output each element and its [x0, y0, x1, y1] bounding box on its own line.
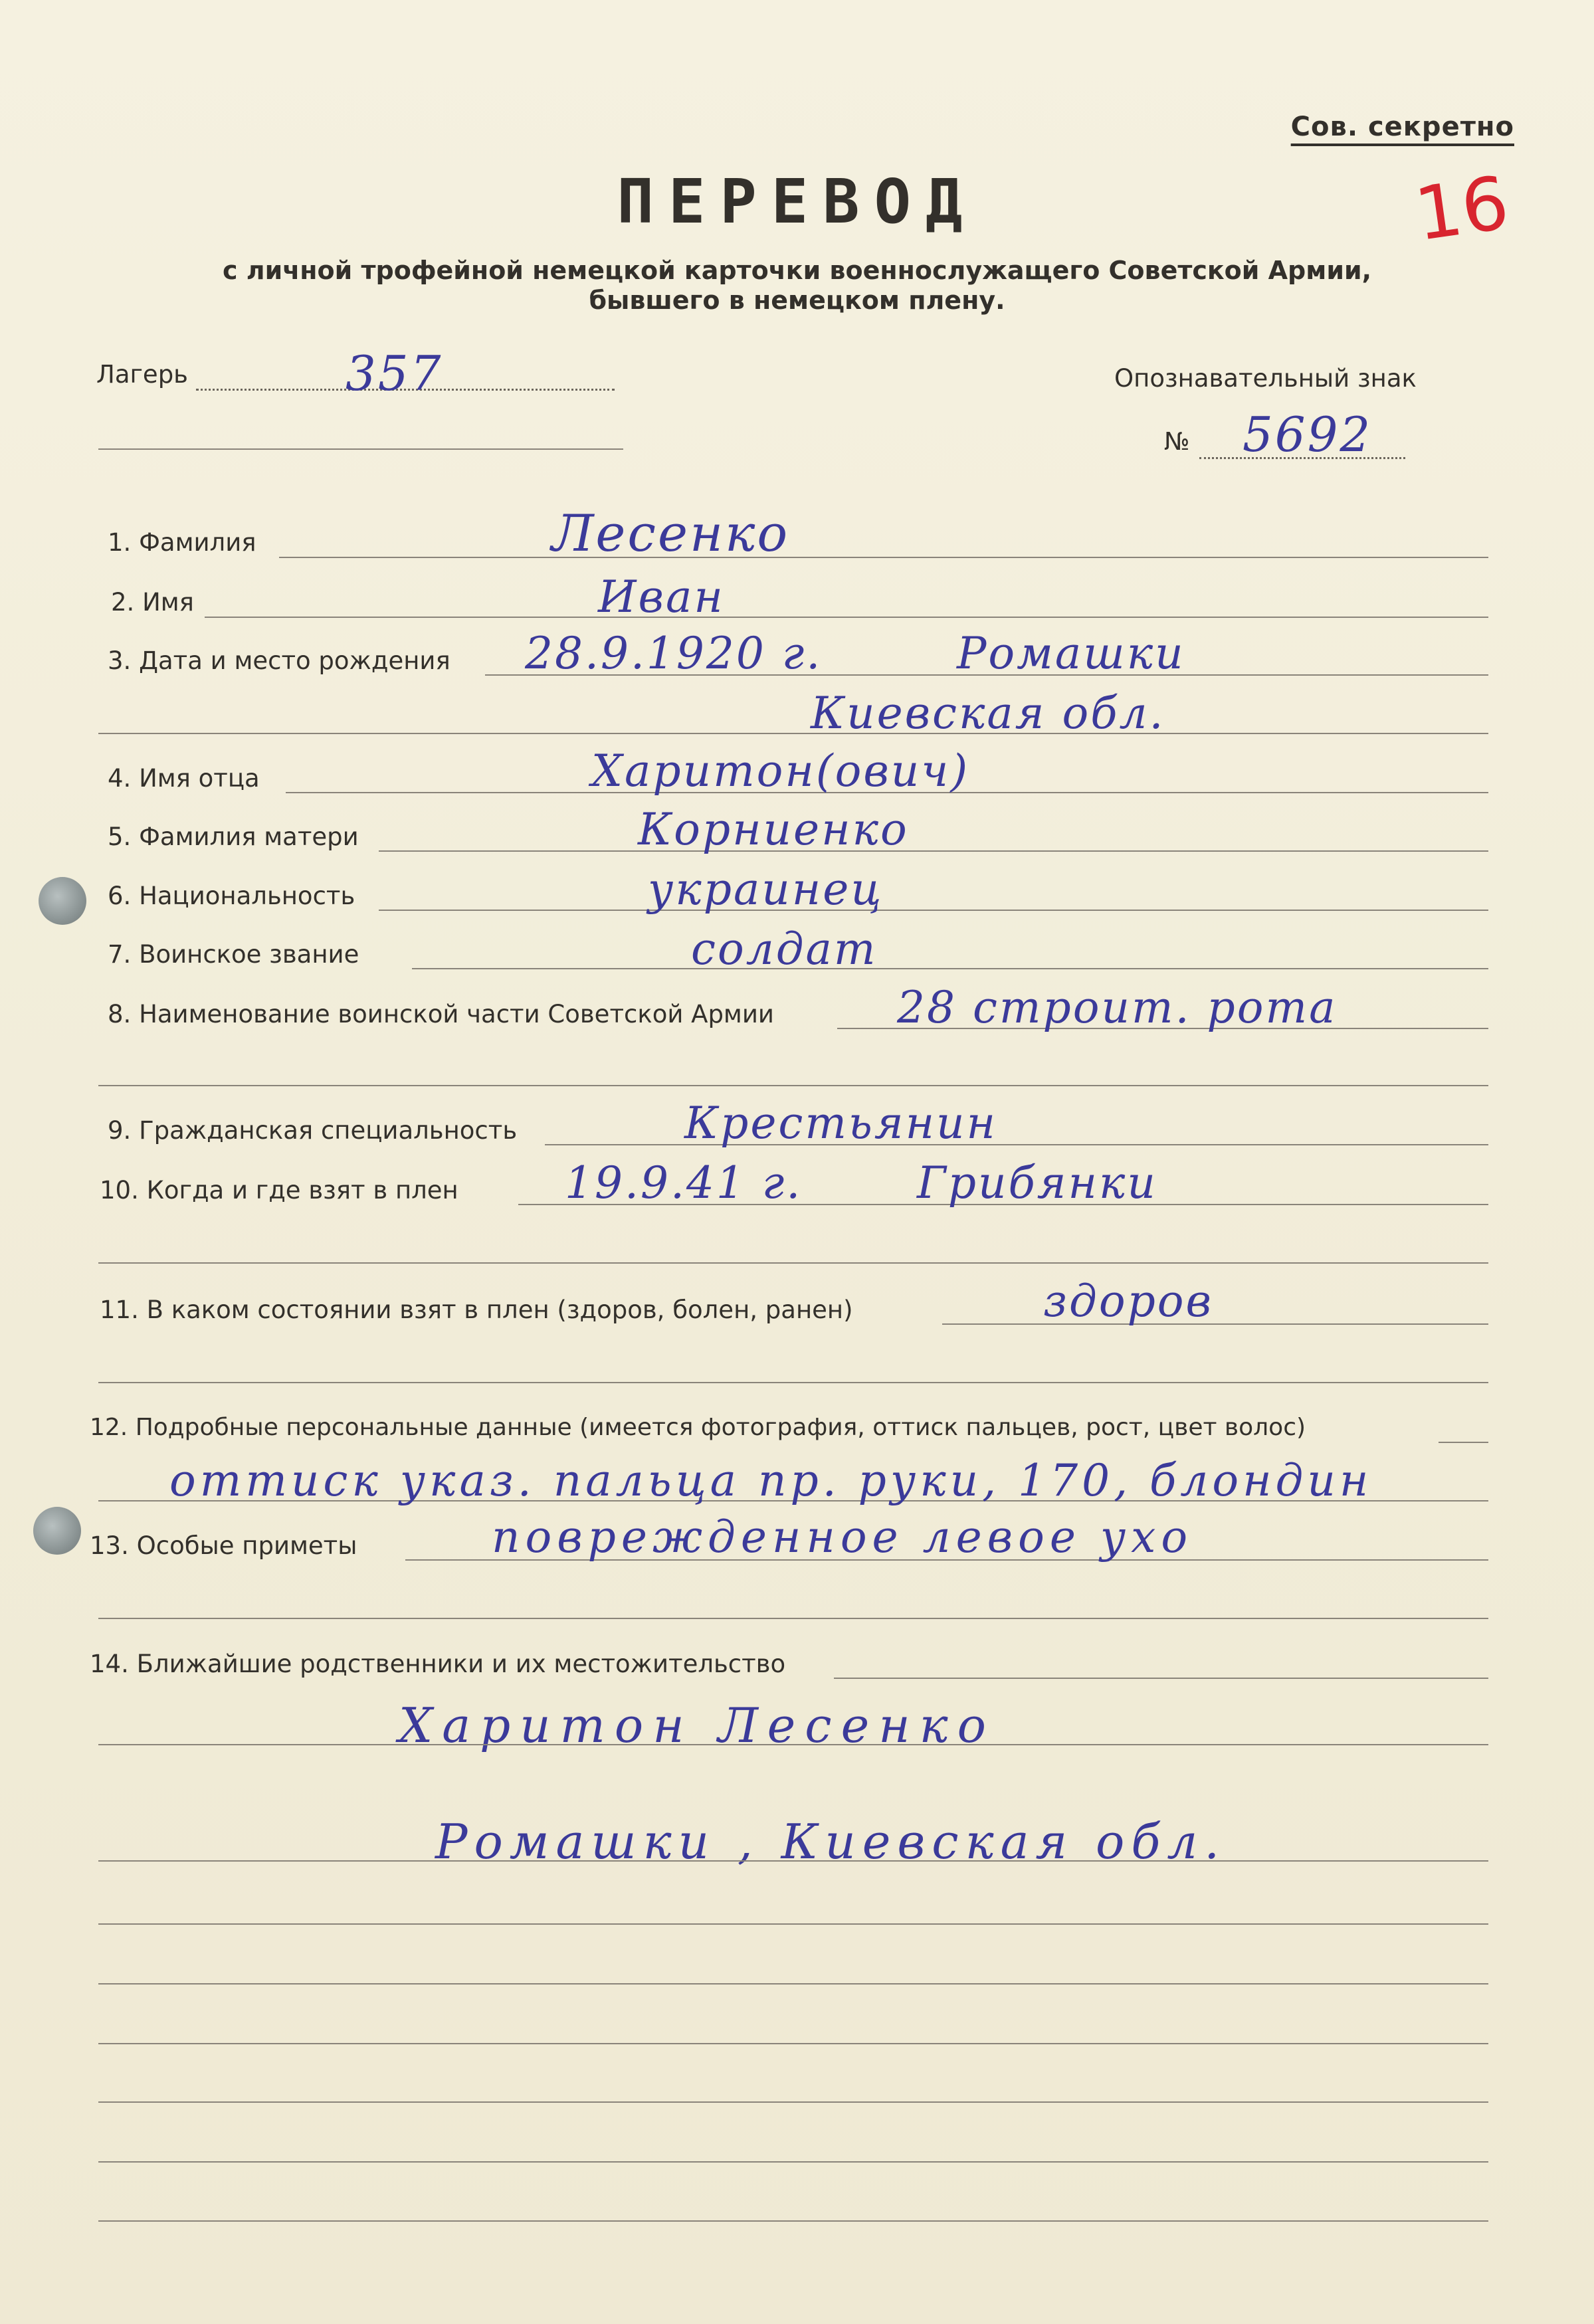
sheet-number-red: 16 [1409, 159, 1514, 258]
field-relatives-label: 14. Ближайшие родственники и их местожительство [90, 1650, 786, 1678]
field-capture-place: Грибянки [917, 1157, 1157, 1209]
document-title: ПЕРЕВОД [617, 166, 977, 237]
field-birth-label: 3. Дата и место рождения [108, 646, 450, 675]
field-marks-value: поврежденное левое ухо [492, 1511, 1193, 1563]
id-tag-value: 5692 [1243, 407, 1373, 462]
field-mother-value: Корниенко [638, 804, 909, 855]
document-subtitle-1: с личной трофейной немецкой карточки военнослужащего Советской Армии, [222, 256, 1372, 285]
field-name-value: Иван [598, 571, 725, 623]
field-birth-date: 28.9.1920 г. [525, 628, 823, 679]
field-capture-label: 10. Когда и где взят в плен [100, 1176, 458, 1205]
field-condition-value: здоров [1043, 1276, 1213, 1327]
punch-hole-bottom [33, 1507, 81, 1555]
id-tag-label: Опознавательный знак [1114, 364, 1417, 393]
field-rank-value: солдат [691, 923, 878, 975]
field-relatives-address: Ромашки , Киевская обл. [435, 1814, 1227, 1870]
field-name-label: 2. Имя [111, 588, 194, 617]
field-profession-value: Крестьянин [684, 1098, 998, 1149]
field-marks-label: 13. Особые приметы [90, 1531, 357, 1560]
punch-hole-top [39, 877, 86, 925]
field-surname-label: 1. Фамилия [108, 528, 256, 557]
field-surname-value: Лесенко [551, 504, 790, 563]
field-capture-date: 19.9.41 г. [565, 1157, 803, 1209]
field-relatives-name: Харитон Лесенко [399, 1697, 995, 1753]
field-personal-label: 12. Подробные персональные данные (имеется фотография, оттиск пальцев, рост, цвет волос) [90, 1414, 1306, 1441]
field-personal-value: оттиск указ. пальца пр. руки, 170, блондин [169, 1455, 1373, 1506]
camp-label: Лагерь [96, 360, 188, 389]
field-rank-label: 7. Воинское звание [108, 940, 359, 969]
field-nationality-value: украинец [648, 864, 884, 915]
document-subtitle-2: бывшего в немецком плену. [589, 286, 1005, 315]
field-condition-label: 11. В каком состоянии взят в плен (здоров, болен, ранен) [100, 1296, 853, 1324]
field-birth-place: Ромашки [957, 628, 1185, 679]
secrecy-stamp: Сов. секретно [1290, 112, 1514, 142]
id-tag-no-label: № [1164, 427, 1190, 456]
field-mother-label: 5. Фамилия матери [108, 823, 359, 851]
camp-value: 357 [346, 345, 443, 401]
field-father-label: 4. Имя отца [108, 764, 260, 793]
field-unit-value: 28 строит. рота [897, 982, 1338, 1033]
field-profession-label: 9. Гражданская специальность [108, 1116, 518, 1145]
field-unit-label: 8. Наименование воинской части Советской Армии [108, 1000, 774, 1028]
field-father-value: Харитон(ович) [591, 745, 970, 797]
field-birth-region: Киевская обл. [811, 688, 1165, 739]
field-nationality-label: 6. Национальность [108, 882, 355, 910]
